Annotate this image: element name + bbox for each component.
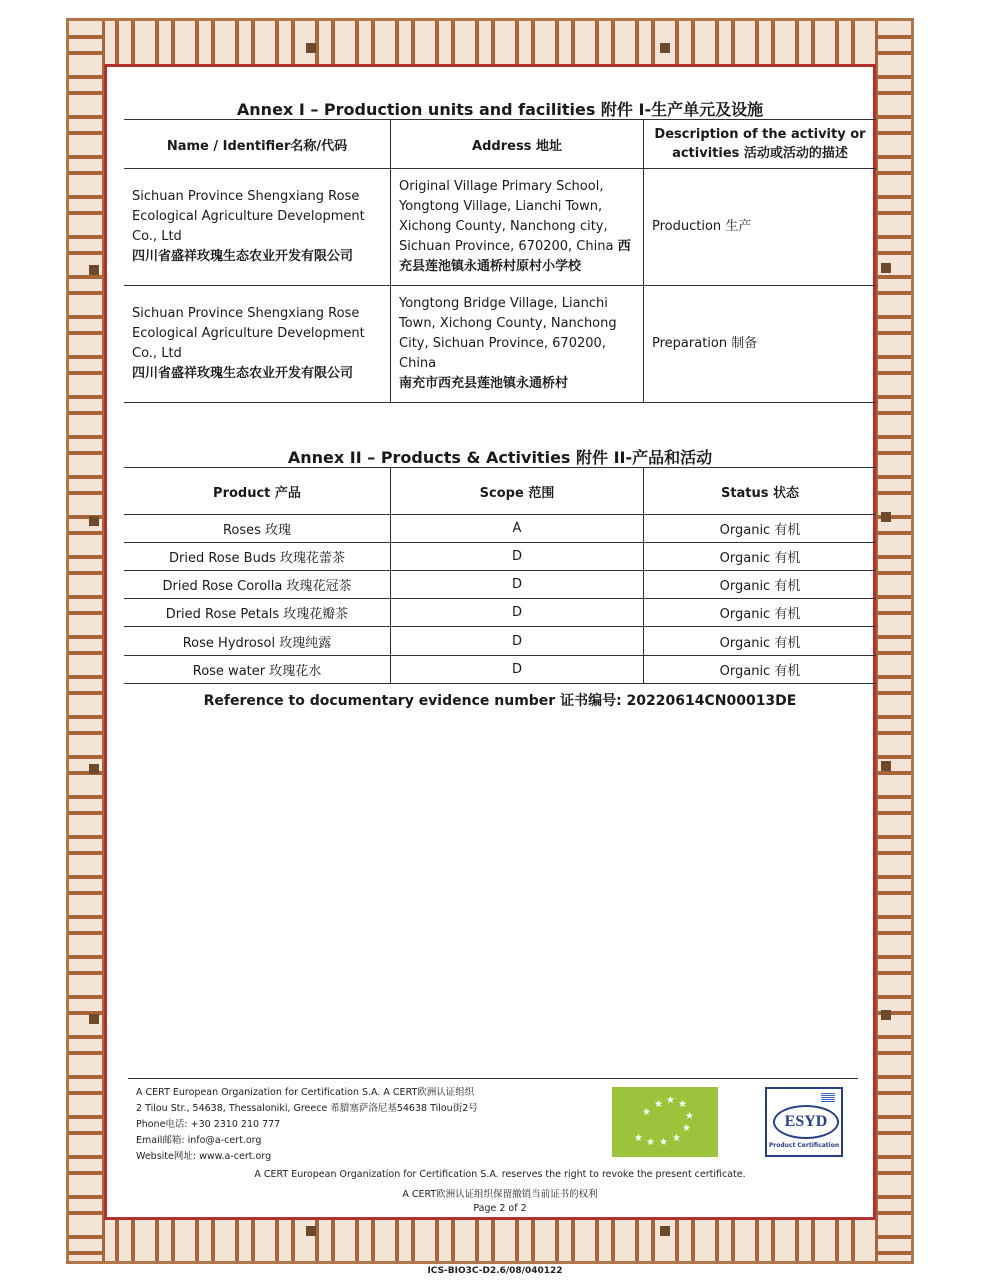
- document-code: ICS-BIO3C-D2.6/08/040122: [427, 1266, 563, 1276]
- certificate-reference-number: Reference to documentary evidence number 证书编号: 20220614CN00013DE: [203, 693, 797, 709]
- table-row: [124, 169, 876, 286]
- facility-activity-cell: Preparation 制备: [644, 286, 877, 403]
- facility-name-cell: [124, 169, 391, 286]
- svg-text:★: ★: [685, 1111, 694, 1122]
- svg-text:★: ★: [634, 1133, 643, 1144]
- esyd-caption: Product Certification: [768, 1142, 840, 1149]
- revoke-notice-en: A CERT European Organization for Certification S.A. reserves the right to revoke the present certificate.: [254, 1169, 746, 1180]
- svg-text:★: ★: [642, 1107, 651, 1118]
- address-column-header: Address 地址: [391, 120, 644, 169]
- org-email: Email邮箱: info@a-cert.org: [136, 1135, 262, 1146]
- table-row: [124, 286, 876, 403]
- status-cell: Organic 有机: [644, 543, 877, 571]
- status-cell: Organic 有机: [644, 656, 877, 684]
- table-row: [124, 627, 876, 656]
- product-cell: Roses 玫瑰: [124, 515, 391, 543]
- facility-name-en: Sichuan Province Shengxiang Rose Ecological Agriculture Development Co., Ltd: [132, 306, 365, 361]
- svg-text:★: ★: [659, 1137, 668, 1148]
- esyd-wordmark: ESYD: [773, 1105, 839, 1139]
- status-column-header: Status 状态: [644, 468, 877, 515]
- org-website: Website网址: www.a-cert.org: [136, 1151, 272, 1162]
- table-row: [124, 599, 876, 627]
- product-cell: Rose Hydrosol 玫瑰纯露: [124, 627, 391, 656]
- border-ornament-square: [89, 516, 99, 526]
- product-cell: Dried Rose Corolla 玫瑰花冠茶: [124, 571, 391, 599]
- annex1-title: Annex I – Production units and facilities 附件 I-生产单元及设施: [236, 100, 764, 119]
- scope-cell: D: [391, 627, 644, 656]
- revoke-notice-cn: A CERT欧洲认证组织保留撤销当前证书的权利: [402, 1189, 598, 1200]
- table-row: [124, 571, 876, 599]
- org-phone: Phone电话: +30 2310 210 777: [136, 1119, 281, 1130]
- border-ornament-square: [89, 265, 99, 275]
- facility-name-cn: 四川省盛祥玫瑰生态农业开发有限公司: [132, 249, 354, 264]
- table-row: [124, 543, 876, 571]
- table-row: [124, 515, 876, 543]
- status-cell: Organic 有机: [644, 599, 877, 627]
- eu-organic-logo: [612, 1087, 718, 1157]
- border-ornament-square: [306, 1226, 316, 1236]
- product-cell: Dried Rose Petals 玫瑰花瓣茶: [124, 599, 391, 627]
- facility-name-cell: [124, 286, 391, 403]
- border-ornament-square: [89, 1014, 99, 1024]
- org-name: A CERT European Organization for Certification S.A. A CERT欧洲认证组织: [136, 1087, 475, 1098]
- scope-cell: D: [391, 599, 644, 627]
- border-ornament-square: [881, 512, 891, 522]
- border-ornament-square: [881, 761, 891, 771]
- facility-address-en: Original Village Primary School, Yongtong Village, Lianchi Town, Xichong County, Nanchong city, Sichuan Province, 670200, China: [399, 179, 614, 254]
- table-header-row: [124, 468, 876, 515]
- svg-text:★: ★: [672, 1133, 681, 1144]
- facility-address-cn: 西充县莲池镇永通桥村原村小学校: [399, 239, 631, 274]
- status-cell: Organic 有机: [644, 515, 877, 543]
- name-column-header: Name / Identifier名称/代码: [124, 120, 391, 169]
- status-cell: Organic 有机: [644, 627, 877, 656]
- border-band-bottom: [69, 1215, 911, 1261]
- product-cell: Rose water 玫瑰花水: [124, 656, 391, 684]
- description-column-header: Description of the activity or activities 活动或活动的描述: [644, 120, 877, 169]
- scope-cell: D: [391, 656, 644, 684]
- svg-text:★: ★: [666, 1095, 675, 1106]
- footer-divider: [128, 1078, 858, 1079]
- facility-name-cn: 四川省盛祥玫瑰生态农业开发有限公司: [132, 366, 354, 381]
- page-number: Page 2 of 2: [473, 1203, 527, 1214]
- table-row: [124, 656, 876, 684]
- table-header-row: [124, 120, 876, 169]
- border-ornament-square: [660, 1226, 670, 1236]
- border-band-left: [69, 21, 105, 1261]
- svg-text:★: ★: [646, 1137, 655, 1148]
- border-ornament-square: [306, 43, 316, 53]
- border-ornament-square: [881, 1010, 891, 1020]
- esyd-accreditation-logo: [765, 1087, 843, 1157]
- facility-address-cell: [391, 286, 644, 403]
- product-column-header: Product 产品: [124, 468, 391, 515]
- annex2-title: Annex II – Products & Activities 附件 II-产品和活动: [287, 448, 713, 467]
- svg-text:★: ★: [678, 1099, 687, 1110]
- greek-flag-icon: [821, 1093, 835, 1102]
- facility-address-en: Yongtong Bridge Village, Lianchi Town, Xichong County, Nanchong City, Sichuan Province, 670200, China: [399, 296, 617, 371]
- status-cell: Organic 有机: [644, 571, 877, 599]
- facility-address-cell: [391, 169, 644, 286]
- border-band-right: [875, 21, 911, 1261]
- product-cell: Dried Rose Buds 玫瑰花蕾茶: [124, 543, 391, 571]
- scope-cell: D: [391, 543, 644, 571]
- border-ornament-square: [881, 263, 891, 273]
- scope-column-header: Scope 范围: [391, 468, 644, 515]
- border-band-top: [69, 21, 911, 67]
- facility-name-en: Sichuan Province Shengxiang Rose Ecological Agriculture Development Co., Ltd: [132, 189, 365, 244]
- footer-contact-block: [136, 1085, 478, 1165]
- org-address: 2 Tilou Str., 54638, Thessaloniki, Greece 希腊塞萨洛尼基54638 Tilou街2号: [136, 1103, 478, 1114]
- production-units-table: [124, 119, 876, 403]
- facility-address-cn: 南充市西充县莲池镇永通桥村: [399, 376, 569, 391]
- eu-leaf-stars-icon: [612, 1087, 718, 1157]
- products-activities-table: [124, 467, 876, 684]
- border-ornament-square: [89, 764, 99, 774]
- svg-text:★: ★: [682, 1123, 691, 1134]
- facility-activity-cell: Production 生产: [644, 169, 877, 286]
- scope-cell: D: [391, 571, 644, 599]
- scope-cell: A: [391, 515, 644, 543]
- svg-text:★: ★: [654, 1099, 663, 1110]
- border-ornament-square: [660, 43, 670, 53]
